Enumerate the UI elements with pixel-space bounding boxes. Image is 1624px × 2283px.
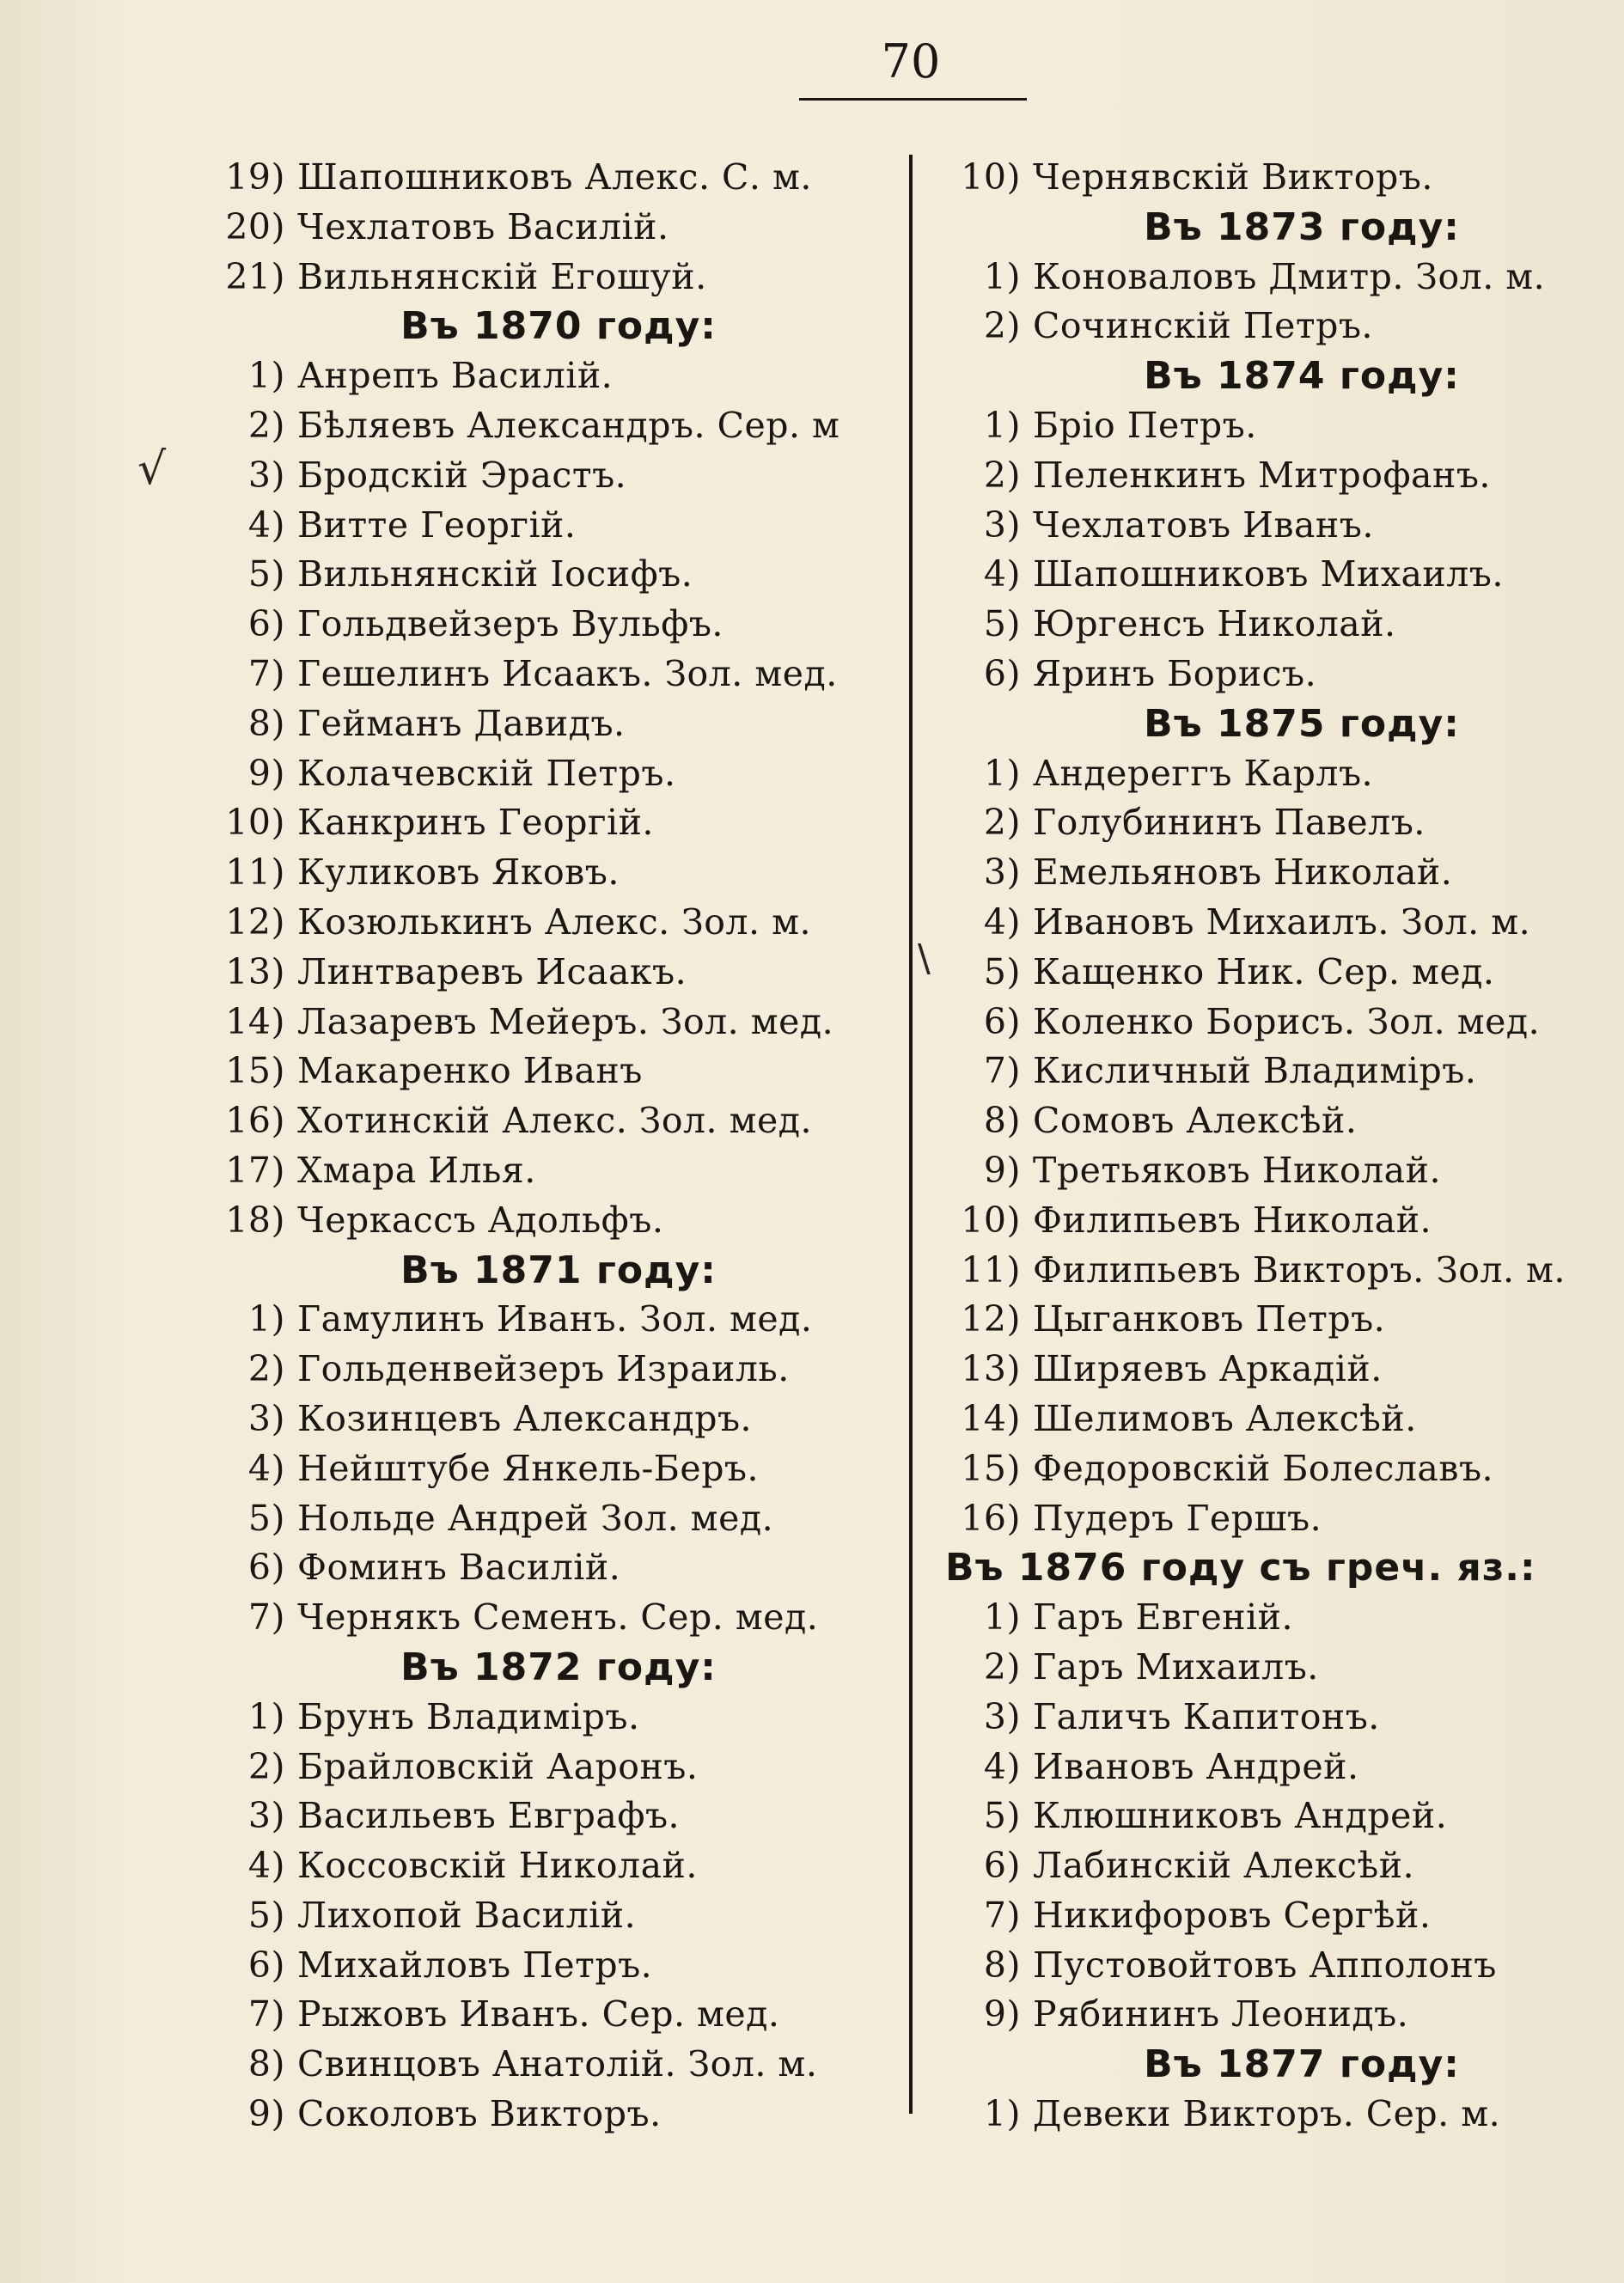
entry-name: Козюлькинъ Алекс. Зол. м. (297, 900, 812, 943)
entry-name: Филипьевъ Викторъ. Зол. м. (1033, 1248, 1566, 1291)
entry-number: 8) (247, 2043, 285, 2085)
list-item (172, 998, 911, 1047)
entry-name: Макаренко Иванъ (297, 1050, 643, 1092)
entry-number: 7) (983, 1894, 1021, 1936)
list-item (937, 501, 1615, 551)
entry-name: Шелимовъ Алексѣй. (1033, 1397, 1417, 1439)
entry-name: Шапошниковъ Алекс. С. м. (297, 156, 812, 198)
entry-number: 4) (983, 1745, 1021, 1787)
list-item (937, 401, 1615, 451)
year-heading: Въ 1870 году: (400, 304, 717, 349)
list-item (172, 798, 911, 848)
list-item (172, 1494, 911, 1544)
list-item (172, 1543, 911, 1593)
entry-name: Филипьевъ Николай. (1033, 1199, 1432, 1241)
entry-name: Брайловскій Ааронъ. (297, 1745, 699, 1787)
entry-number: 11) (961, 1248, 1021, 1291)
entry-number: 6) (247, 1944, 285, 1986)
list-item (937, 153, 1615, 203)
entry-number: 5) (247, 1497, 285, 1539)
list-item (172, 898, 911, 948)
list-item (172, 1792, 911, 1841)
entry-name: Голубининъ Павелъ. (1033, 802, 1426, 844)
entry-number: 5) (983, 950, 1021, 992)
list-item (937, 302, 1615, 351)
list-item (937, 1345, 1615, 1395)
entry-name: Яринъ Борисъ. (1033, 652, 1317, 694)
entry-name: Линтваревъ Исаакъ. (297, 950, 687, 992)
entry-name: Рыжовъ Иванъ. Сер. мед. (297, 1993, 780, 2036)
entry-name: Кащенко Ник. Сер. мед. (1033, 950, 1495, 992)
entry-name: Черкассъ Адольфъ. (297, 1199, 664, 1241)
entry-name: Сочинскій Петръ. (1033, 305, 1373, 347)
entry-number: 4) (983, 900, 1021, 943)
list-item (172, 401, 911, 451)
entry-name: Чернявскій Викторъ. (1033, 156, 1433, 198)
entry-name: Брунъ Владиміръ. (297, 1695, 640, 1737)
entry-number: 3) (247, 454, 285, 496)
list-item (172, 501, 911, 551)
list-item (172, 1395, 911, 1444)
entry-name: Гешелинъ Исаакъ. Зол. мед. (297, 652, 838, 694)
entry-number: 21) (225, 255, 285, 297)
entry-number: 1) (247, 355, 285, 397)
entry-name: Третьяковъ Николай. (1033, 1149, 1441, 1191)
list-item (172, 1743, 911, 1792)
list-item (937, 798, 1615, 848)
entry-name: Свинцовъ Анатолій. Зол. м. (297, 2043, 818, 2085)
entry-number: 3) (247, 1795, 285, 1837)
list-item (937, 1990, 1615, 2040)
list-item (172, 203, 911, 253)
list-item (172, 1990, 911, 2040)
entry-number: 8) (247, 702, 285, 744)
entry-number: 8) (983, 1944, 1021, 1986)
list-item (937, 749, 1615, 799)
list-item (172, 650, 911, 699)
entry-number: 9) (983, 1993, 1021, 2036)
entry-name: Лабинскій Алексѣй. (1033, 1845, 1415, 1887)
entry-number: 7) (983, 1050, 1021, 1092)
entry-name: Хмара Илья. (297, 1149, 536, 1191)
entry-name: Юргенсъ Николай. (1033, 603, 1396, 645)
year-heading: Въ 1876 году съ греч. яз.: (945, 1546, 1536, 1590)
list-item (172, 2090, 911, 2140)
list-item (937, 1096, 1615, 1146)
entry-number: 1) (983, 1596, 1021, 1639)
list-item (172, 600, 911, 650)
entry-name: Лихопой Василій. (297, 1894, 637, 1936)
entry-number: 2) (983, 1645, 1021, 1688)
entry-name: Федоровскій Болеславъ. (1033, 1447, 1494, 1489)
entry-name: Клюшниковъ Андрей. (1033, 1795, 1448, 1837)
entry-number: 8) (983, 1100, 1021, 1142)
entry-number: 6) (983, 1000, 1021, 1042)
year-heading: Въ 1871 году: (400, 1248, 717, 1292)
list-item (937, 1246, 1615, 1296)
entry-name: Гаръ Евгеній. (1033, 1596, 1294, 1639)
entry-name: Рябининъ Леонидъ. (1033, 1993, 1409, 2036)
entry-name: Шапошниковъ Михаилъ. (1033, 553, 1504, 595)
entry-name: Козинцевъ Александръ. (297, 1397, 753, 1439)
list-item (937, 253, 1615, 302)
entry-name: Куликовъ Яковъ. (297, 852, 620, 894)
entry-number: 4) (247, 504, 285, 546)
entry-name: Фоминъ Василій. (297, 1547, 621, 1589)
list-item (937, 948, 1615, 998)
entry-name: Анрепъ Василій. (297, 355, 614, 397)
entry-number: 11) (225, 852, 285, 894)
year-heading: Въ 1872 году: (400, 1645, 717, 1689)
list-item (172, 550, 911, 600)
entry-number: 1) (983, 2093, 1021, 2135)
list-item (937, 1693, 1615, 1743)
entry-number: 3) (983, 504, 1021, 546)
entry-number: 6) (983, 652, 1021, 694)
entry-name: Никифоровъ Сергѣй. (1033, 1894, 1432, 1936)
entry-number: 15) (961, 1447, 1021, 1489)
entry-number: 15) (225, 1050, 285, 1092)
entry-number: 4) (983, 553, 1021, 595)
entry-name: Вильнянскій Егошуй. (297, 255, 707, 297)
entry-number: 5) (983, 1795, 1021, 1837)
entry-name: Гаръ Михаилъ. (1033, 1645, 1319, 1688)
list-item (937, 550, 1615, 600)
entry-name: Бѣляевъ Александръ. Сер. м (297, 404, 840, 446)
entry-name: Соколовъ Викторъ. (297, 2093, 662, 2135)
entry-name: Пеленкинъ Митрофанъ. (1033, 454, 1491, 496)
entry-name: Лазаревъ Мейеръ. Зол. мед. (297, 1000, 834, 1042)
entry-name: Чернякъ Семенъ. Сер. мед. (297, 1596, 819, 1639)
entry-name: Витте Георгій. (297, 504, 577, 546)
entry-number: 9) (247, 752, 285, 794)
list-item (172, 153, 911, 203)
entry-number: 3) (247, 1397, 285, 1439)
year-heading: Въ 1873 году: (1144, 204, 1460, 249)
entry-name: Коленко Борисъ. Зол. мед. (1033, 1000, 1541, 1042)
list-item (937, 1643, 1615, 1693)
entry-number: 1) (983, 404, 1021, 446)
left-column (172, 153, 911, 2140)
entry-number: 5) (247, 1894, 285, 1936)
list-item (172, 1146, 911, 1196)
entry-name: Канкринъ Георгій. (297, 802, 654, 844)
entry-name: Девеки Викторъ. Сер. м. (1033, 2093, 1501, 2135)
handwritten-check-mark: √ (137, 443, 167, 495)
entry-name: Коссовскій Николай. (297, 1845, 698, 1887)
entry-name: Пустовойтовъ Апполонъ (1033, 1944, 1497, 1986)
entry-name: Ивановъ Михаилъ. Зол. м. (1033, 900, 1531, 943)
entry-number: 2) (983, 305, 1021, 347)
year-heading: Въ 1877 году: (1144, 2042, 1460, 2087)
list-item (937, 1841, 1615, 1891)
entry-name: Нольде Андрей Зол. мед. (297, 1497, 774, 1539)
list-item (937, 1196, 1615, 1246)
entry-number: 1) (983, 752, 1021, 794)
list-item (172, 451, 911, 501)
entry-name: Бродскій Эрастъ. (297, 454, 627, 496)
list-item (937, 1395, 1615, 1444)
entry-name: Вильнянскій Іосифъ. (297, 553, 693, 595)
list-item (172, 948, 911, 998)
entry-number: 6) (983, 1845, 1021, 1887)
entry-number: 12) (225, 900, 285, 943)
column-divider (909, 155, 913, 2114)
list-item (937, 1743, 1615, 1792)
list-item (172, 1345, 911, 1395)
list-item (937, 1792, 1615, 1841)
entry-name: Гамулинъ Иванъ. Зол. мед. (297, 1298, 813, 1340)
list-item (937, 1891, 1615, 1941)
entry-name: Чехлатовъ Василій. (297, 205, 669, 247)
entry-number: 10) (961, 1199, 1021, 1241)
entry-number: 10) (961, 156, 1021, 198)
list-item (172, 351, 911, 401)
list-item (172, 2040, 911, 2090)
entry-name: Сомовъ Алексѣй. (1033, 1100, 1358, 1142)
entry-name: Нейштубе Янкель-Беръ. (297, 1447, 760, 1489)
right-column (937, 153, 1615, 2140)
entry-number: 9) (247, 2093, 285, 2135)
entry-number: 17) (225, 1149, 285, 1191)
list-item (172, 1841, 911, 1891)
entry-number: 7) (247, 652, 285, 694)
list-item (172, 1593, 911, 1643)
entry-number: 2) (983, 802, 1021, 844)
entry-number: 2) (983, 454, 1021, 496)
entry-name: Гольденвейзеръ Израиль. (297, 1348, 790, 1390)
list-item (937, 600, 1615, 650)
year-heading: Въ 1874 году: (1144, 354, 1460, 399)
year-heading: Въ 1875 году: (1144, 701, 1460, 746)
entry-number: 14) (961, 1397, 1021, 1439)
list-item (172, 1693, 911, 1743)
entry-name: Колачевскій Петръ. (297, 752, 676, 794)
list-item (937, 848, 1615, 898)
list-item (937, 998, 1615, 1047)
entry-number: 5) (983, 603, 1021, 645)
entry-name: Галичъ Капитонъ. (1033, 1695, 1380, 1737)
entry-name: Пудеръ Гершъ. (1033, 1497, 1322, 1539)
entry-number: 7) (247, 1993, 285, 2036)
list-item (937, 1146, 1615, 1196)
entry-name: Гольдвейзеръ Вульфъ. (297, 603, 723, 645)
list-item (937, 650, 1615, 699)
entry-name: Ширяевъ Аркадій. (1033, 1348, 1383, 1390)
list-item (172, 1196, 911, 1246)
entry-name: Михайловъ Петръ. (297, 1944, 653, 1986)
list-item (937, 451, 1615, 501)
list-item (937, 898, 1615, 948)
entry-number: 18) (225, 1199, 285, 1241)
entry-number: 13) (225, 950, 285, 992)
entry-number: 1) (247, 1695, 285, 1737)
list-item (937, 1444, 1615, 1494)
entry-number: 6) (247, 1547, 285, 1589)
entry-name: Ивановъ Андрей. (1033, 1745, 1359, 1787)
entry-number: 9) (983, 1149, 1021, 1191)
entry-name: Кисличный Владиміръ. (1033, 1050, 1477, 1092)
page-number-rule (799, 98, 1027, 101)
list-item (172, 1295, 911, 1345)
list-item (172, 1941, 911, 1991)
list-item (937, 1494, 1615, 1544)
entry-name: Цыганковъ Петръ. (1033, 1298, 1386, 1340)
entry-number: 20) (225, 205, 285, 247)
entry-name: Васильевъ Евграфъ. (297, 1795, 681, 1837)
entry-number: 7) (247, 1596, 285, 1639)
list-item (937, 1295, 1615, 1345)
entry-number: 1) (983, 255, 1021, 297)
handwritten-tick-mark: \ (918, 937, 931, 980)
entry-number: 4) (247, 1447, 285, 1489)
list-item (172, 749, 911, 799)
entry-number: 12) (961, 1298, 1021, 1340)
entry-name: Хотинскій Алекс. Зол. мед. (297, 1100, 813, 1142)
list-item (937, 1941, 1615, 1991)
list-item (937, 2090, 1615, 2140)
list-item (172, 1444, 911, 1494)
list-item (172, 1891, 911, 1941)
entry-number: 19) (225, 156, 285, 198)
list-item (172, 253, 911, 302)
entry-number: 16) (225, 1100, 285, 1142)
entry-name: Бріо Петръ. (1033, 404, 1257, 446)
list-item (172, 699, 911, 749)
entry-number: 16) (961, 1497, 1021, 1539)
list-item (937, 1047, 1615, 1096)
entry-number: 13) (961, 1348, 1021, 1390)
entry-name: Чехлатовъ Иванъ. (1033, 504, 1374, 546)
entry-name: Емельяновъ Николай. (1033, 852, 1453, 894)
list-item (937, 1593, 1615, 1643)
entry-name: Андереггъ Карлъ. (1033, 752, 1374, 794)
entry-name: Коноваловъ Дмитр. Зол. м. (1033, 255, 1546, 297)
entry-number: 1) (247, 1298, 285, 1340)
page-number: 70 (881, 34, 941, 89)
entry-number: 2) (247, 1745, 285, 1787)
entry-number: 2) (247, 1348, 285, 1390)
entry-number: 6) (247, 603, 285, 645)
entry-number: 14) (225, 1000, 285, 1042)
list-item (172, 1047, 911, 1096)
entry-number: 4) (247, 1845, 285, 1887)
list-item (172, 848, 911, 898)
entry-number: 2) (247, 404, 285, 446)
entry-number: 3) (983, 852, 1021, 894)
list-item (172, 1096, 911, 1146)
entry-name: Гейманъ Давидъ. (297, 702, 626, 744)
entry-number: 5) (247, 553, 285, 595)
entry-number: 10) (225, 802, 285, 844)
entry-number: 3) (983, 1695, 1021, 1737)
